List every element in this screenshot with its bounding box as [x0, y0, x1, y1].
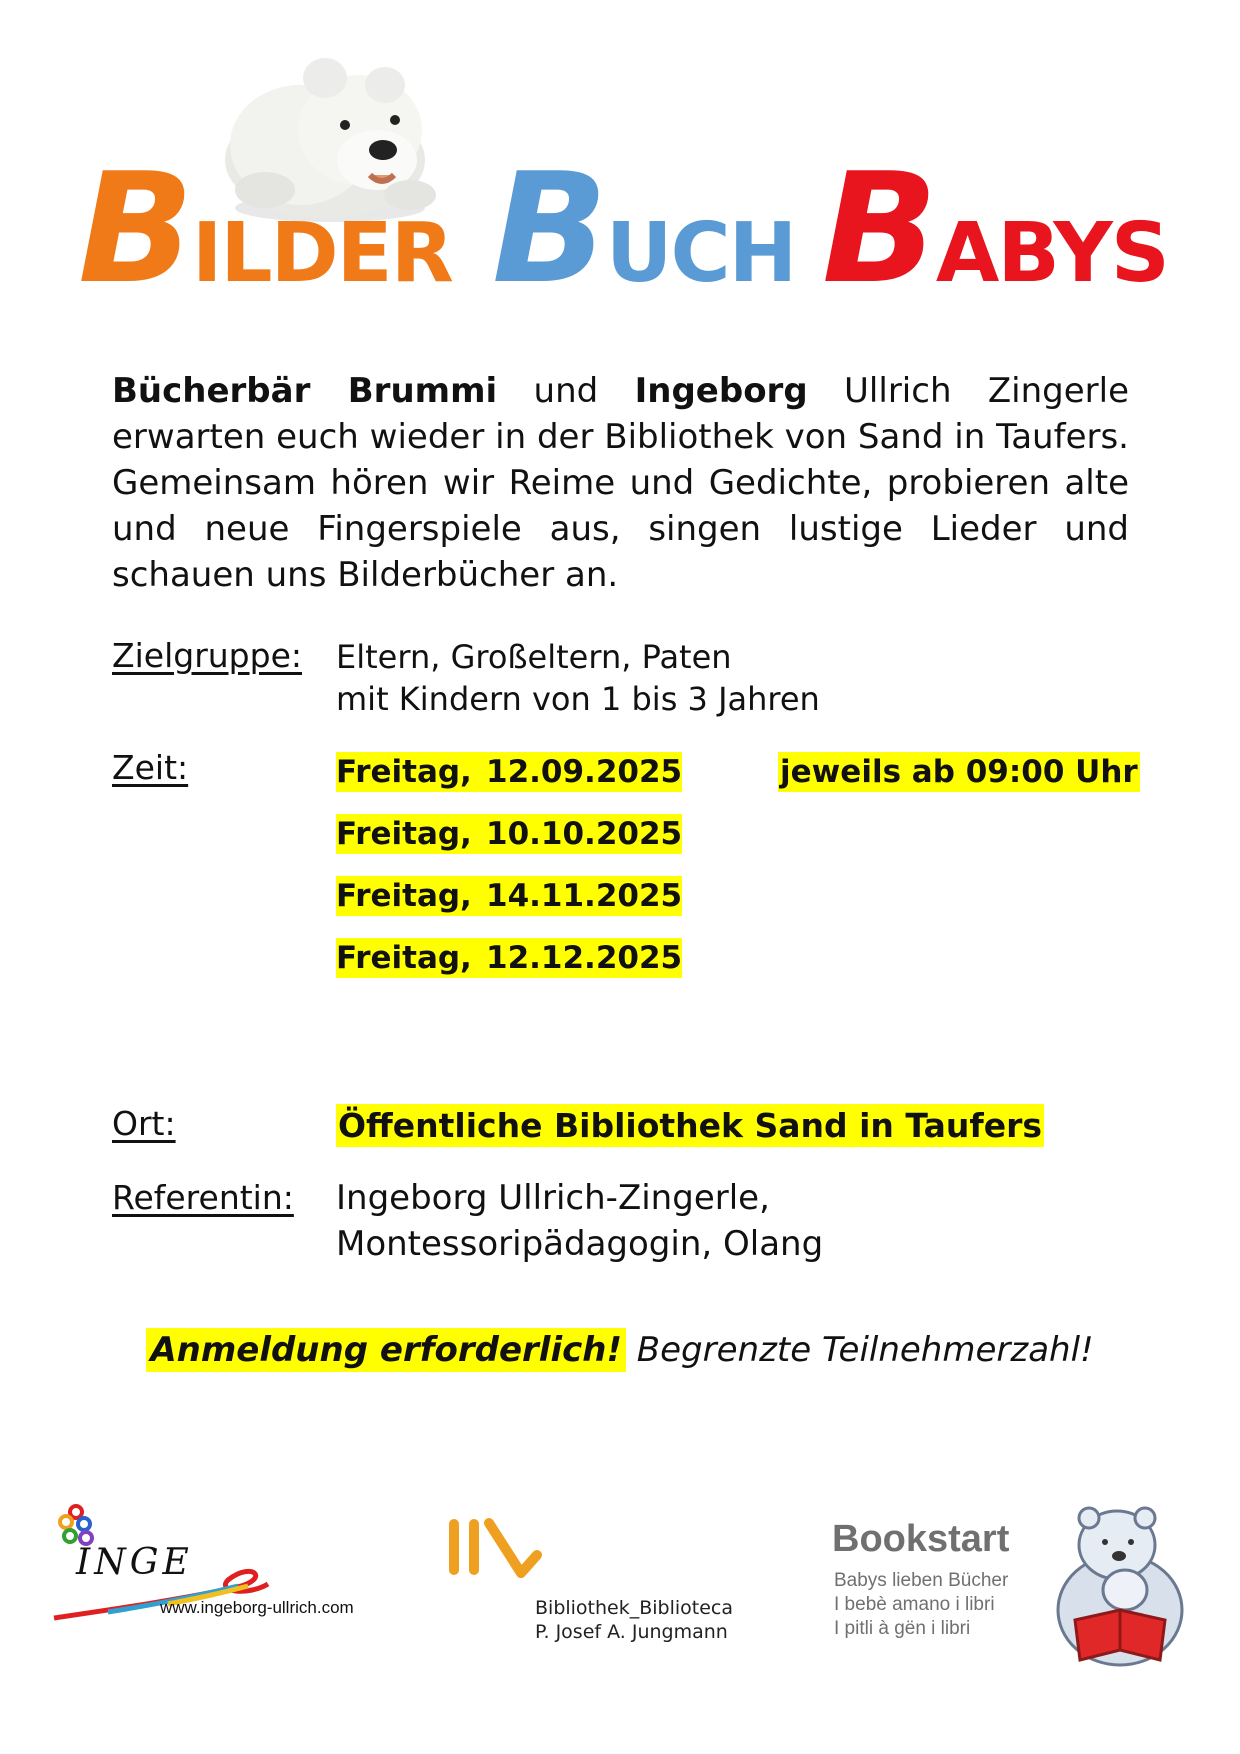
zielgruppe-label: Zielgruppe: — [112, 636, 302, 675]
bookstart-line-it: I bebè amano i libri — [834, 1594, 995, 1615]
registration-notice — [0, 1330, 1240, 1370]
time-note: jeweils ab 09:00 Uhr — [780, 754, 1138, 790]
registration-required: Anmeldung erforderlich! — [146, 1328, 626, 1372]
bookstart-line-lld: I pitli à gën i libri — [834, 1618, 971, 1639]
date-row: Freitag, 10.10.2025 — [336, 816, 683, 852]
library-patron: P. Josef A. Jungmann — [535, 1621, 728, 1643]
inge-website: www.ingeborg-ullrich.com — [160, 1598, 354, 1617]
referentin-label: Referentin: — [112, 1178, 294, 1217]
title-bilderbuchbabys — [0, 140, 1240, 320]
intro-name-ingeborg: Ingeborg — [634, 371, 808, 411]
zielgruppe-line2: mit Kindern von 1 bis 3 Jahren — [336, 680, 820, 718]
library-name: Bibliothek_Biblioteca — [535, 1597, 734, 1619]
bookstart-line-de: Babys lieben Bücher — [834, 1570, 1009, 1591]
referentin-line2: Montessoripädagogin, Olang — [336, 1224, 824, 1264]
ort-value: Öffentliche Bibliothek Sand in Taufers — [338, 1106, 1043, 1145]
referentin-line1: Ingeborg Ullrich-Zingerle, — [336, 1178, 770, 1218]
title-word-babys: BABYS — [822, 140, 1168, 317]
library-logo — [440, 1515, 760, 1645]
inge-logo-text: INGE — [76, 1542, 193, 1583]
zeit-label: Zeit: — [112, 748, 189, 787]
ort-label: Ort: — [112, 1104, 176, 1143]
intro-paragraph: Bücherbär Brummi und Ingeborg Ullrich Zingerle erwarten euch wieder in der Bibliothek von Sand in Taufers. Gemeinsam hören wir Reime und Gedichte, probieren alte und neue Fingerspiele aus, singen lustige Lieder und schauen uns Bilderbücher an. — [112, 371, 1129, 595]
bookstart-bear-icon — [1045, 1500, 1195, 1670]
date-row: Freitag, 12.12.2025 — [336, 940, 683, 976]
date-row: Freitag, 12.09.2025 — [336, 754, 683, 790]
bookstart-logo — [820, 1500, 1200, 1670]
bookstart-title: Bookstart — [832, 1518, 1010, 1560]
title-word-buch: BUCH — [492, 140, 796, 317]
limited-participants: Begrenzte Teilnehmerzahl! — [625, 1330, 1094, 1370]
date-row: Freitag, 14.11.2025 — [336, 878, 683, 914]
intro-name-brummi: Bücherbär Brummi — [112, 371, 498, 411]
library-logo-icon — [445, 1515, 545, 1595]
title-word-bilder: BILDER — [78, 140, 452, 317]
zielgruppe-line1: Eltern, Großeltern, Paten — [336, 638, 732, 676]
